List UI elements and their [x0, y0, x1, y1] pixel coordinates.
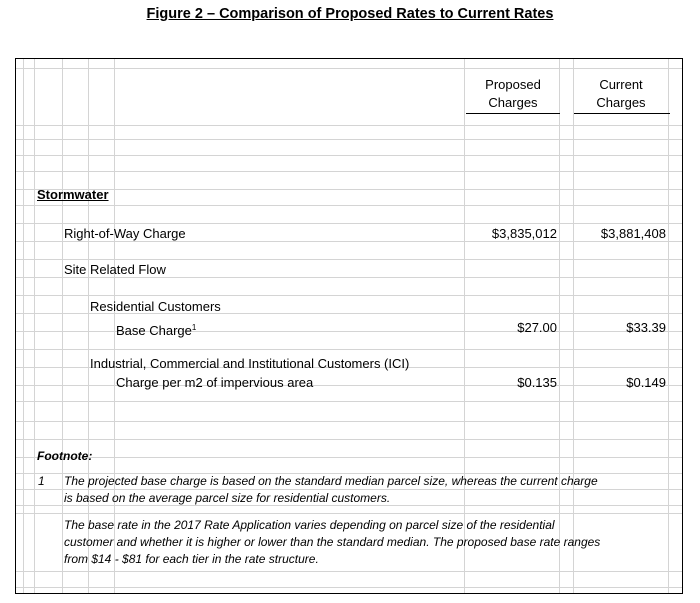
footnote-line-2: is based on the average parcel size for residential customers. — [64, 491, 391, 505]
footnote-para2-line-1: The base rate in the 2017 Rate Application varies depending on parcel size of the residential — [64, 518, 555, 532]
footnote-number: 1 — [38, 474, 45, 488]
footnote-para2-line-2: customer and whether it is higher or lower than the standard median. The proposed base rate ranges — [64, 535, 601, 549]
row-label-ici-charge: Charge per m2 of impervious area — [116, 375, 314, 390]
proposed-right-of-way: $3,835,012 — [491, 226, 557, 241]
row-label-residential-customers: Residential Customers — [90, 299, 221, 314]
current-header-line2: Charges — [596, 95, 646, 110]
base-charge-text: Base Charge — [116, 323, 192, 338]
footnote-para2-line-3: from $14 - $81 for each tier in the rate structure. — [64, 552, 319, 566]
current-ici-charge: $0.149 — [626, 375, 666, 390]
row-label-right-of-way: Right-of-Way Charge — [64, 226, 186, 241]
proposed-base-charge: $27.00 — [517, 320, 557, 335]
current-right-of-way: $3,881,408 — [600, 226, 666, 241]
page-title: Figure 2 – Comparison of Proposed Rates to Current Rates — [146, 6, 554, 22]
rate-comparison-table — [15, 58, 683, 594]
proposed-ici-charge: $0.135 — [517, 375, 557, 390]
proposed-header-line2: Charges — [488, 95, 538, 110]
footnote-heading: Footnote: — [37, 449, 93, 463]
current-base-charge: $33.39 — [626, 320, 666, 335]
current-header-underline — [574, 113, 670, 114]
row-label-site-related-flow: Site Related Flow — [64, 262, 166, 277]
row-label-ici: Industrial, Commercial and Institutional Customers (ICI) — [90, 356, 410, 371]
footnote-line-1: The projected base charge is based on the standard median parcel size, whereas the current charge — [64, 474, 598, 488]
row-label-base-charge — [116, 320, 196, 339]
section-heading-stormwater: Stormwater — [37, 187, 109, 202]
proposed-header-underline — [466, 113, 560, 114]
footnote-ref-1: 1 — [191, 323, 197, 332]
current-header-line1: Current — [599, 77, 643, 92]
proposed-charges-header — [468, 76, 558, 112]
current-charges-header — [576, 76, 666, 112]
proposed-header-line1: Proposed — [485, 77, 541, 92]
